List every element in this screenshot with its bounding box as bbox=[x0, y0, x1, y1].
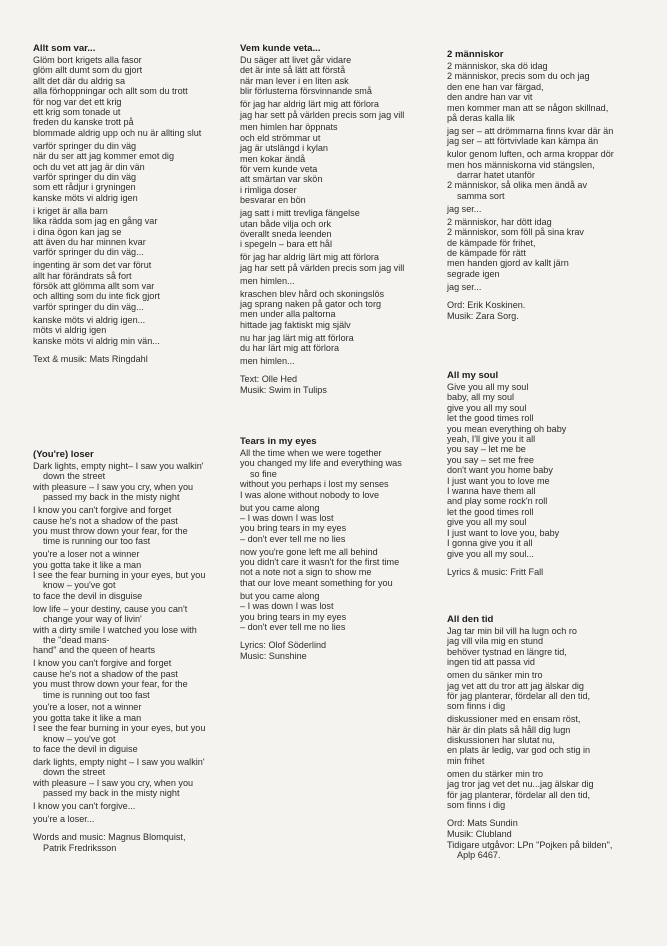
lyric-line: 2 människor, precis som du och jag bbox=[447, 71, 590, 82]
credit-line: Aplp 6467. bbox=[457, 850, 501, 861]
lyric-line: 2 människor, så olika men ändå av bbox=[447, 180, 588, 191]
lyric-line: jag har sett på världen precis som jag vill bbox=[240, 109, 405, 120]
lyric-line: you mean everything oh baby bbox=[447, 423, 567, 434]
song-credits bbox=[240, 374, 404, 395]
stanza bbox=[240, 503, 402, 545]
stanza bbox=[33, 757, 205, 799]
credit-line: Text & musik: Mats Ringdahl bbox=[33, 353, 148, 364]
lyric-line: ingenting är som det var förut bbox=[33, 260, 152, 271]
stanza bbox=[447, 382, 566, 559]
lyric-line: I see the fear burning in your eyes, but you bbox=[33, 723, 206, 734]
song-youre-loser bbox=[33, 449, 205, 854]
lyric-line: omen du sänker min tro bbox=[447, 670, 543, 681]
lyric-line: let the good times roll bbox=[447, 506, 534, 517]
stanza bbox=[33, 315, 201, 346]
lyric-line: you're a loser not a winner bbox=[33, 549, 140, 560]
lyric-line: dark lights, empty night – I saw you walkin' bbox=[33, 756, 205, 767]
song-title: All den tid bbox=[447, 614, 494, 625]
lyric-line: att smärtan var skön bbox=[240, 174, 323, 185]
lyric-line: Dark lights, empty night– I saw you walkin' bbox=[33, 461, 204, 471]
lyric-line: I just want to love you, baby bbox=[447, 527, 560, 538]
lyric-line: passed my back in the misty night bbox=[43, 788, 180, 799]
stanza bbox=[33, 801, 205, 811]
lyric-line: det är inte så lätt att förstå bbox=[240, 65, 346, 76]
lyric-line: down the street bbox=[43, 767, 106, 778]
credit-line: Ord: Erik Koskinen. bbox=[447, 300, 526, 311]
lyric-line: with pleasure – I saw you cry, when you bbox=[33, 777, 194, 788]
lyric-line: give you all my soul... bbox=[447, 548, 534, 559]
lyric-line: you gotta take it like a man bbox=[33, 559, 142, 570]
lyric-line: jag ser – att drömmarna finns kvar där än bbox=[447, 125, 614, 136]
lyric-line: försök att glömma allt som var bbox=[33, 281, 155, 292]
song-credits bbox=[447, 818, 612, 860]
lyric-line: let the good times roll bbox=[447, 413, 534, 424]
lyric-line: jag satt i mitt trevliga fängelse bbox=[240, 208, 360, 219]
lyric-line: 2 människor, som föll på sina krav bbox=[447, 227, 584, 238]
stanza bbox=[33, 505, 205, 547]
lyric-line: you must throw down your fear, for the bbox=[33, 525, 188, 536]
lyric-line: alla förhoppningar och allt som du trott bbox=[33, 86, 188, 97]
lyric-line: att även du har minnen kvar bbox=[33, 236, 146, 247]
lyric-line: de kämpade för frihet, bbox=[447, 237, 536, 248]
song-credits bbox=[240, 640, 402, 661]
lyric-line: give you all my soul bbox=[447, 402, 527, 413]
lyric-line: you changed my life and everything was bbox=[240, 458, 402, 469]
lyric-line: Du säger att livet går vidare bbox=[240, 55, 352, 65]
lyric-line: baby, all my soul bbox=[447, 392, 515, 403]
credit-line: Musik: Clubland bbox=[447, 829, 512, 839]
lyric-line: time is running out too fast bbox=[43, 689, 150, 700]
stanza bbox=[447, 714, 612, 766]
song-title: Allt som var... bbox=[33, 43, 96, 54]
lyric-line: men hos människorna vid stängslen, bbox=[447, 159, 595, 170]
stanza bbox=[240, 356, 404, 366]
stanza bbox=[33, 814, 205, 824]
song-allt-som-var bbox=[33, 43, 201, 365]
lyric-line: i rimliga doser bbox=[240, 184, 297, 195]
lyric-line: varför springer du din väg bbox=[33, 140, 137, 151]
lyric-line: varför springer du din väg... bbox=[33, 301, 144, 312]
lyric-line: you're a loser... bbox=[33, 814, 95, 824]
lyric-line: down the street bbox=[43, 471, 106, 482]
lyric-line: jag är utslängd i kylan bbox=[240, 143, 328, 154]
stanza bbox=[240, 276, 404, 286]
lyric-line: I just want you to love me bbox=[447, 475, 550, 486]
stanza bbox=[33, 549, 205, 601]
song-tears-in-my-eyes bbox=[240, 436, 402, 662]
lyric-line: du har lärt mig att förlora bbox=[240, 343, 340, 354]
stanza bbox=[33, 658, 205, 700]
lyric-line: men under alla paltorna bbox=[240, 309, 336, 320]
lyric-line: give you all my soul bbox=[447, 517, 527, 528]
song-title: Tears in my eyes bbox=[240, 436, 317, 447]
stanza bbox=[33, 260, 201, 312]
lyric-line: I know you can't forgive and forget bbox=[33, 658, 172, 669]
lyric-line: jag vill vila mig en stund bbox=[447, 636, 544, 647]
lyric-line: know – you've got bbox=[43, 580, 116, 591]
lyric-line: för jag planterar, fördelar all den tid, bbox=[447, 690, 591, 701]
lyric-line: de kämpade för rätt bbox=[447, 247, 526, 258]
lyric-line: you must throw down your fear, for the bbox=[33, 679, 188, 690]
lyric-line: cause he's not a shadow of the past bbox=[33, 668, 178, 679]
lyric-line: för jag planterar, fördelar all den tid, bbox=[447, 789, 591, 800]
stanza bbox=[240, 55, 404, 97]
lyric-line: but you came along bbox=[240, 502, 320, 513]
lyric-line: varför springer du din väg bbox=[33, 171, 137, 182]
lyric-line: you gotta take it like a man bbox=[33, 712, 142, 723]
lyric-line: när du ser att jag kommer emot dig bbox=[33, 151, 175, 162]
lyric-line: – I was down I was lost bbox=[240, 512, 334, 523]
lyric-line: den andre han var vit bbox=[447, 92, 533, 103]
lyric-line: low life – your destiny, cause you can't bbox=[33, 603, 188, 614]
lyric-line: glöm allt dumt som du gjort bbox=[33, 65, 143, 76]
lyric-line: with a dirty smile I watched you lose with bbox=[33, 624, 197, 635]
lyric-line: som finns i dig bbox=[447, 800, 506, 810]
lyric-line: samma sort bbox=[457, 190, 505, 201]
lyric-line: jag ser – att förtvivlade kan kämpa än bbox=[447, 136, 599, 147]
stanza bbox=[33, 55, 201, 138]
lyric-line: with pleasure – I saw you cry, when you bbox=[33, 481, 194, 492]
lyric-line: you bring tears in my eyes bbox=[240, 611, 347, 622]
lyric-line: 2 människor, ska dö idag bbox=[447, 61, 548, 71]
lyric-line: Jag tar min bil vill ha lugn och ro bbox=[447, 626, 577, 636]
song-vem-kunde-veta bbox=[240, 43, 404, 396]
lyric-line: change your way of livin' bbox=[43, 614, 142, 625]
lyric-line: min frihet bbox=[447, 755, 485, 766]
lyric-line: so fine bbox=[250, 468, 277, 479]
lyric-line: don't want you home baby bbox=[447, 465, 553, 476]
lyric-line: kraschen blev hård och skoningslös bbox=[240, 288, 385, 299]
lyric-line: allt har förändrats så fort bbox=[33, 270, 132, 281]
stanza bbox=[240, 208, 404, 250]
stanza bbox=[240, 448, 402, 500]
stanza bbox=[447, 204, 614, 214]
lyric-line: i kriget är alla barn bbox=[33, 205, 108, 216]
lyric-line: – don't ever tell me no lies bbox=[240, 622, 346, 632]
lyric-line: to face the devil in disguise bbox=[33, 590, 143, 601]
lyric-line: men himlen... bbox=[240, 355, 295, 366]
lyric-line: kanske möts vi aldrig min vän... bbox=[33, 335, 160, 346]
lyric-line: som finns i dig bbox=[447, 701, 506, 712]
stanza bbox=[33, 461, 205, 503]
song-title: Vem kunde veta... bbox=[240, 43, 321, 54]
lyric-line: i spegeln – bara ett hål bbox=[240, 239, 333, 250]
lyric-line: not a note not a sign to show me bbox=[240, 567, 372, 578]
lyric-line: och allting som du inte fick gjort bbox=[33, 291, 160, 302]
lyric-line: jag vet att du tror att jag älskar dig bbox=[447, 680, 584, 691]
lyric-line: blir förlusterna försvinnande små bbox=[240, 86, 372, 97]
lyric-line: jag sprang naken på gator och torg bbox=[240, 298, 382, 309]
song-2-manniskor bbox=[447, 49, 614, 321]
lyric-line: men handen gjord av kallt järn bbox=[447, 258, 569, 269]
lyric-line: to face the devil in diguise bbox=[33, 744, 138, 755]
lyric-line: diskussionen har slutat nu, bbox=[447, 735, 555, 746]
lyric-line: och du vet att jag är din vän bbox=[33, 161, 145, 172]
lyric-line: diskussioner med en ensam röst, bbox=[447, 714, 581, 725]
lyric-line: hand" and the queen of hearts bbox=[33, 645, 156, 656]
lyric-line: jag ser... bbox=[447, 281, 482, 292]
lyric-line: den ene han var färgad, bbox=[447, 81, 544, 92]
stanza bbox=[447, 670, 612, 712]
stanza bbox=[447, 626, 612, 668]
credit-line: Patrik Fredriksson bbox=[43, 843, 117, 853]
lyric-line: ingen tid att passa vid bbox=[447, 657, 535, 668]
lyric-line: I know you can't forgive and forget bbox=[33, 505, 172, 516]
lyric-line: – don't ever tell me no lies bbox=[240, 533, 346, 544]
stanza bbox=[33, 702, 205, 754]
lyric-line: – I was down I was lost bbox=[240, 601, 334, 612]
lyric-line: ett krig som tonade ut bbox=[33, 107, 121, 118]
lyric-line: överallt sneda leenden bbox=[240, 229, 332, 239]
stanza bbox=[240, 252, 404, 273]
lyric-line: I know you can't forgive... bbox=[33, 801, 136, 812]
lyric-line: och eld strömmar ut bbox=[240, 132, 321, 143]
lyric-line: segrade igen bbox=[447, 268, 500, 279]
lyric-line: omen du stärker min tro bbox=[447, 768, 544, 779]
lyric-line: möts vi aldrig igen bbox=[33, 325, 107, 336]
stanza bbox=[33, 141, 201, 203]
song-credits bbox=[33, 354, 201, 365]
lyric-line: I wanna have them all bbox=[447, 486, 536, 497]
lyric-line: här är din plats så håll dig lugn bbox=[447, 724, 571, 735]
lyric-line: för vem kunde veta bbox=[240, 164, 318, 175]
stanza bbox=[240, 591, 402, 633]
stanza bbox=[33, 604, 205, 656]
lyric-line: för nog var det ett krig bbox=[33, 96, 122, 107]
lyric-line: för jag har aldrig lärt mig att förlora bbox=[240, 99, 379, 110]
lyric-line: lika rädda som jag en gång var bbox=[33, 216, 158, 227]
stanza bbox=[240, 333, 404, 354]
stanza bbox=[240, 122, 404, 205]
lyric-line: men himlen... bbox=[240, 275, 295, 286]
lyric-line: without you perhaps i lost my senses bbox=[240, 479, 389, 490]
song-title: All my soul bbox=[447, 370, 499, 381]
song-credits bbox=[447, 300, 614, 321]
lyric-line: hittade jag faktiskt mig själv bbox=[240, 319, 351, 330]
lyric-line: utan både vilja och ork bbox=[240, 218, 331, 229]
stanza bbox=[240, 99, 404, 120]
stanza bbox=[447, 61, 614, 123]
stanza bbox=[240, 289, 404, 331]
stanza bbox=[447, 769, 612, 811]
lyric-line: nu har jag lärt mig att förlora bbox=[240, 332, 354, 343]
lyric-line: passed my back in the misty night bbox=[43, 492, 180, 503]
lyric-line: you're a loser, not a winner bbox=[33, 702, 142, 713]
lyric-line: jag ser... bbox=[447, 203, 482, 214]
lyric-line: en plats är ledig, var god och stig in bbox=[447, 745, 591, 756]
lyric-line: and play some rock'n roll bbox=[447, 496, 548, 507]
credit-line: Words and music: Magnus Blomquist, bbox=[33, 832, 186, 843]
lyric-line: yeah, I'll give you it all bbox=[447, 434, 536, 445]
lyric-line: time is running our too fast bbox=[43, 536, 151, 547]
lyric-line: freden du kanske trott på bbox=[33, 117, 134, 128]
lyric-line: för jag har aldrig lärt mig att förlora bbox=[240, 252, 379, 263]
lyric-line: know – you've got bbox=[43, 733, 116, 744]
lyric-line: men himlen har öppnats bbox=[240, 122, 338, 133]
lyric-line: när man lever i en liten ask bbox=[240, 75, 349, 86]
song-credits bbox=[33, 832, 205, 853]
song-title: (You're) loser bbox=[33, 449, 94, 460]
lyric-line: kanske möts vi aldrig igen... bbox=[33, 314, 146, 325]
lyric-line: Give you all my soul bbox=[447, 382, 529, 392]
credit-line: Ord: Mats Sundin bbox=[447, 818, 518, 829]
song-credits bbox=[447, 567, 566, 578]
lyric-line: you say – let me be bbox=[447, 444, 526, 455]
lyric-line: behöver tystnad en längre tid, bbox=[447, 646, 567, 657]
lyric-line: but you came along bbox=[240, 590, 320, 601]
lyric-line: now you're gone left me all behind bbox=[240, 546, 378, 557]
lyric-line: the "dead mans- bbox=[43, 635, 110, 645]
lyric-line: varför springer du din väg... bbox=[33, 247, 144, 258]
lyric-line: på deras kalla lik bbox=[447, 113, 515, 124]
lyric-line: i dina ögon kan jag se bbox=[33, 226, 122, 237]
lyric-line: blommade aldrig upp och nu är allting slut bbox=[33, 127, 202, 138]
lyric-line: All the time when we were together bbox=[240, 448, 382, 458]
lyric-line: 2 människor, har dött idag bbox=[447, 216, 552, 227]
lyric-line: besvarar en bön bbox=[240, 195, 306, 206]
credit-line: Musik: Swim in Tulips bbox=[240, 384, 327, 395]
lyric-line: allt det där du aldrig sa bbox=[33, 75, 126, 86]
credit-line: Music: Sunshine bbox=[240, 651, 307, 661]
stanza bbox=[33, 206, 201, 258]
song-all-my-soul bbox=[447, 370, 566, 578]
lyric-line: you say – set me free bbox=[447, 454, 534, 465]
stanza bbox=[447, 282, 614, 292]
lyric-line: kulor genom luften, och arma kroppar dör bbox=[447, 149, 614, 160]
stanza bbox=[447, 126, 614, 147]
credit-line: Lyrics & music: Fritt Fall bbox=[447, 566, 544, 577]
lyric-line: som ett rådjur i gryningen bbox=[33, 182, 136, 193]
lyric-line: kanske möts vi aldrig igen bbox=[33, 192, 138, 203]
lyric-line: jag tror jag vet det nu...jag älskar dig bbox=[447, 779, 594, 790]
song-all-den-tid bbox=[447, 614, 612, 861]
lyric-line: I gonna give you it all bbox=[447, 538, 533, 549]
credit-line: Musik: Zara Sorg. bbox=[447, 310, 519, 321]
credit-line: Tidigare utgåvor: LPn "Pojken på bilden", bbox=[447, 839, 613, 850]
lyric-line: I see the fear burning in your eyes, but you bbox=[33, 570, 206, 581]
credit-line: Text: Olle Hed bbox=[240, 374, 298, 385]
stanza bbox=[447, 217, 614, 279]
song-title: 2 människor bbox=[447, 49, 504, 60]
lyric-line: you didn't care it wasn't for the first time bbox=[240, 557, 400, 568]
lyric-line: you bring tears in my eyes bbox=[240, 523, 347, 534]
lyric-line: that our love meant something for you bbox=[240, 577, 393, 588]
stanza bbox=[447, 149, 614, 201]
lyric-line: men kokar ändå bbox=[240, 153, 306, 164]
credit-line: Lyrics: Olof Söderlind bbox=[240, 640, 327, 651]
lyric-line: cause he's not a shadow of the past bbox=[33, 515, 178, 526]
lyric-line: darrar hatet utanför bbox=[457, 170, 535, 181]
stanza bbox=[240, 547, 402, 589]
lyric-line: men kommer man att se någon skillnad, bbox=[447, 102, 609, 113]
lyric-line: jag har sett på världen precis som jag vill bbox=[240, 262, 405, 273]
lyric-line: Glöm bort krigets alla fasor bbox=[33, 55, 142, 65]
lyric-line: I was alone without nobody to love bbox=[240, 489, 380, 500]
